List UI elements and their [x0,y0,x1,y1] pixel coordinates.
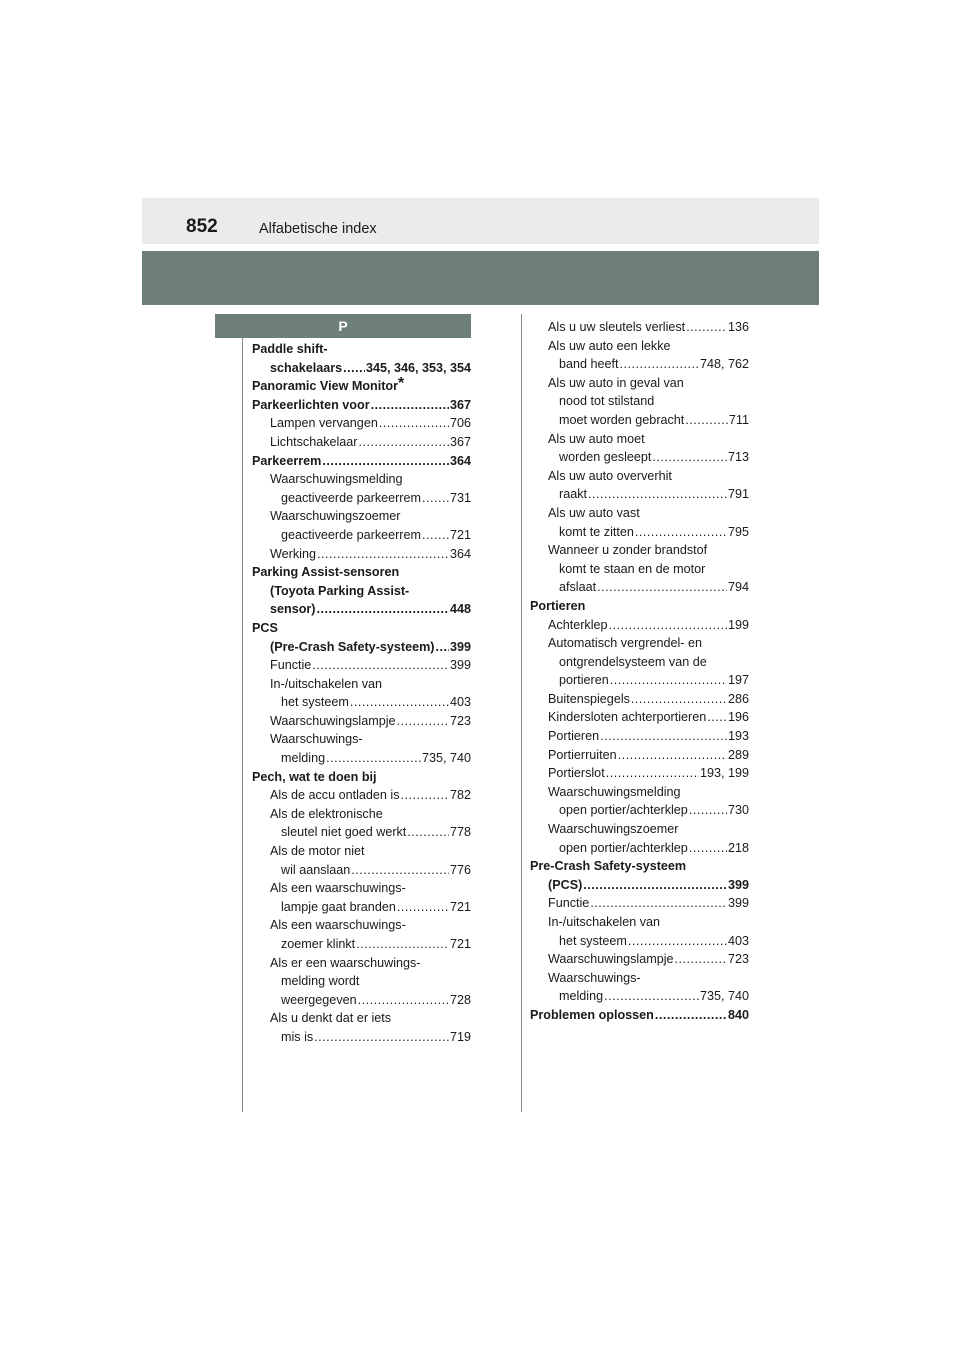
index-entry [530,523,749,542]
index-column-left [252,340,471,1047]
dot-leader [620,355,699,374]
index-entry [252,582,471,601]
index-entry-label: Waarschuwingszoemer [270,509,401,524]
index-entry [252,638,471,657]
index-entry-label: Als de motor niet [270,844,365,859]
dot-leader [604,987,699,1006]
index-entry [252,916,471,935]
index-entry [530,374,749,393]
index-entry-label: Panoramic View Monitor [252,379,399,394]
index-entry [530,839,749,858]
index-entry-label: Paddle shift- [252,342,328,356]
index-entry [252,545,471,564]
index-entry-page: 721 [449,899,471,914]
index-entry-label: het systeem [281,695,349,710]
dot-leader [322,452,449,471]
index-entry [530,987,749,1006]
index-entry [530,504,749,523]
dot-leader [314,1028,449,1047]
index-entry [252,768,471,787]
index-entry-label: Automatisch vergrendel- en [548,636,703,651]
index-entry [530,616,749,635]
index-entry-label: ontgrendelsysteem van de [559,654,707,669]
index-entry-label: Portieren [548,729,600,744]
index-entry-label: (Pre-Crash Safety-systeem) [270,639,435,654]
dot-leader [600,727,727,746]
index-entry-label: Waarschuwingsmelding [270,472,403,487]
column-divider-left [242,338,243,1112]
index-entry [530,894,749,913]
index-entry [252,414,471,433]
dot-leader [351,861,449,880]
index-entry-label: Functie [270,658,312,673]
index-entry-page: 218 [727,840,749,855]
dot-leader [356,935,449,954]
index-entry-label: (Toyota Parking Assist- [270,583,410,598]
dot-leader [597,578,727,597]
index-entry-label: geactiveerde parkeerrem [281,490,422,505]
index-entry-label: zoemer klinkt [281,937,356,951]
dot-leader [652,448,727,467]
index-entry-page: 711 [728,412,749,427]
index-entry-page: 193, 199 [699,766,749,781]
index-entry-label: Pech, wat te doen bij [252,769,377,784]
index-entry-page: 196 [727,710,749,725]
index-entry-label: melding [281,751,326,766]
index-entry [252,861,471,880]
index-entry-label: band heeft [559,357,619,372]
index-entry-page: 399 [449,658,471,673]
index-entry [530,671,749,690]
index-entry [252,842,471,861]
index-entry-label: worden gesleept [559,450,652,465]
index-entry-label: schakelaars [270,360,343,375]
index-entry [530,950,749,969]
dot-leader [689,839,727,858]
index-entry-label: Portierruiten [548,747,617,762]
index-entry-label: Als uw auto een lekke [548,338,671,353]
index-entry-page: 364 [449,453,471,468]
index-entry-label: (PCS) [548,877,583,892]
index-entry-label: Wanneer u zonder brandstof [548,543,708,558]
index-entry-page: 199 [727,617,749,632]
index-entry-page: 731 [449,490,471,505]
index-entry-page: 728 [449,992,471,1007]
index-entry [252,675,471,694]
index-entry-page: 197 [727,673,749,688]
index-entry-page: 721 [449,937,471,951]
index-entry-label: komt te staan en de motor [559,561,706,576]
index-entry-label: Portierslot [548,766,605,781]
index-entry-label: Als er een waarschuwings- [270,955,421,970]
dot-leader [401,786,449,805]
dot-leader [358,991,449,1010]
dot-leader [317,545,449,564]
index-entry-label: In-/uitschakelen van [270,676,383,691]
index-entry-page: 748, 762 [699,357,749,372]
index-entry-label: Als de elektronische [270,806,383,821]
index-entry [530,969,749,988]
dot-leader [635,523,727,542]
index-entry [252,619,471,638]
index-entry [252,396,471,415]
index-entry-label: Werking [270,546,316,561]
index-entry-label: Waarschuwingsmelding [548,784,681,799]
index-entry [530,430,749,449]
index-entry-label: moet worden gebracht [559,412,685,427]
dot-leader [631,690,727,709]
dot-leader [689,801,727,820]
index-entry-page: 721 [449,527,471,542]
index-entry [252,935,471,954]
index-entry-label: weergegeven [281,992,357,1007]
index-entry-label: Problemen oplossen [530,1007,654,1022]
index-entry [530,913,749,932]
index-entry [530,932,749,951]
column-divider-right [521,314,522,1112]
index-entry-label: mis is [281,1029,314,1044]
dot-leader [686,318,727,337]
dot-leader [590,894,727,913]
index-entry-label: Waarschuwingszoemer [548,822,679,837]
index-entry-label: afslaat [559,580,597,595]
index-entry [252,972,471,991]
dot-leader [397,712,449,731]
index-entry-page: 448 [449,602,471,617]
index-entry-label: Achterklep [548,617,608,632]
index-entry [530,1006,749,1025]
dot-leader [350,693,449,712]
index-entry [252,600,471,619]
index-entry-page: 791 [727,487,749,502]
index-entry-label: Parkeerlichten voor [252,397,370,412]
index-entry [530,467,749,486]
index-entry [530,857,749,876]
index-entry-label: komt te zitten [559,524,634,539]
index-entry-label: Als u denkt dat er iets [270,1011,392,1026]
index-entry-page: 403 [449,695,471,710]
index-entry-label: melding [559,989,604,1004]
index-entry-label: open portier/achterklep [559,840,688,855]
dot-leader [343,359,365,378]
index-entry-label: het systeem [559,933,627,948]
index-entry-page: 364 [449,546,471,561]
index-entry [252,730,471,749]
index-entry-label: Parkeerrem [252,453,322,468]
index-entry-label: Als uw auto vast [548,505,640,520]
index-entry [252,656,471,675]
index-entry [252,433,471,452]
dot-leader [685,411,728,430]
index-entry [530,746,749,765]
index-entry [252,749,471,768]
index-entry [252,898,471,917]
index-entry-page: 345, 346, 353, 354 [365,360,471,375]
dot-leader [422,526,449,545]
index-entry-label: PCS [252,620,278,635]
dot-leader [326,749,421,768]
index-entry-label: Kindersloten achterportieren [548,710,707,725]
dot-leader [609,616,727,635]
index-entry [530,318,749,337]
index-entry-page: 723 [727,952,749,967]
index-entry-page: 782 [449,788,471,803]
index-entry [530,653,749,672]
index-entry-page: 193 [727,729,749,744]
header-dark-band [142,251,819,305]
index-entry [530,411,749,430]
index-entry [252,879,471,898]
index-entry-label: sleutel niet goed werkt [281,825,407,840]
index-entry-page: 367 [449,397,471,412]
index-entry-label: nood tot stilstand [559,394,655,409]
index-entry [252,1028,471,1047]
index-entry-label: Waarschuwingslampje [270,713,396,728]
index-entry-label: sensor) [270,602,316,617]
dot-leader [317,600,449,619]
index-entry [530,541,749,560]
index-entry-label: Als uw auto in geval van [548,375,684,390]
index-entry-page: 719 [449,1029,471,1044]
index-entry-page: 713 [727,450,749,465]
index-entry-page: 399 [449,639,471,654]
index-entry-page: 730 [727,803,749,818]
index-entry-page: 403 [727,933,749,948]
index-entry-page: 367 [449,434,471,449]
index-entry-page: 286 [727,691,749,706]
index-entry [252,507,471,526]
dot-leader [312,656,449,675]
index-entry [252,693,471,712]
header-band [142,198,819,244]
index-entry [530,783,749,802]
index-entry-label: Lampen vervangen [270,416,378,431]
dot-leader [422,489,449,508]
index-entry [252,470,471,489]
index-entry [252,359,471,378]
dot-leader [371,396,449,415]
index-entry-page: 723 [449,713,471,728]
index-entry [252,991,471,1010]
dot-leader [397,898,449,917]
index-entry [252,805,471,824]
index-entry-label: open portier/achterklep [559,803,688,818]
dot-leader [618,746,727,765]
dot-leader [436,638,449,657]
index-entry [530,820,749,839]
index-entry-label: wil aanslaan [281,862,351,877]
page-number: 852 [186,216,218,237]
index-entry [252,563,471,582]
dot-leader [379,414,449,433]
dot-leader [628,932,727,951]
index-entry [252,1009,471,1028]
index-entry [252,712,471,731]
index-entry [530,708,749,727]
index-entry [530,634,749,653]
index-entry-label: Pre-Crash Safety-systeem [530,859,687,874]
dot-leader [407,823,449,842]
index-entry [530,337,749,356]
index-entry-label: Portieren [530,598,586,613]
index-entry-label: Als uw auto moet [548,431,645,446]
index-entry [530,727,749,746]
index-entry [252,452,471,471]
index-entry-label: Als de accu ontladen is [270,788,400,803]
index-entry-label: Functie [548,896,590,911]
index-entry-label: portieren [559,673,609,688]
index-entry-page: 289 [727,747,749,762]
section-title: Alfabetische index [259,221,377,237]
index-entry-page: 795 [727,524,749,539]
index-entry-label: Als u uw sleutels verliest [548,320,686,334]
index-entry-label: Waarschuwings- [548,970,641,985]
index-entry [252,786,471,805]
index-entry-page: 399 [727,877,749,892]
index-entry-page: 840 [727,1007,749,1022]
index-entry-label: Waarschuwingslampje [548,952,674,967]
index-entry-label: Als een waarschuwings- [270,918,406,933]
index-entry [530,690,749,709]
dot-leader [675,950,727,969]
dot-leader [588,485,727,504]
index-entry-label: Parking Assist-sensoren [252,565,400,580]
index-entry [252,954,471,973]
dot-leader [707,708,727,727]
index-entry-label: In-/uitschakelen van [548,915,661,929]
index-entry-label: raakt [559,487,587,502]
index-entry [252,526,471,545]
index-letter-heading: P [215,314,471,338]
index-entry-page: 735, 740 [699,989,749,1004]
index-entry [530,560,749,579]
index-entry-page: 794 [727,580,749,595]
index-entry-page: 776 [449,862,471,877]
index-entry-label: Als een waarschuwings- [270,881,406,896]
index-entry [530,764,749,783]
index-entry-label: melding wordt [281,974,360,989]
index-entry [530,801,749,820]
index-entry [252,340,471,359]
index-entry [530,485,749,504]
index-entry-label: Lichtschakelaar [270,434,358,449]
index-entry [530,392,749,411]
index-entry-page: 706 [449,416,471,431]
dot-leader [359,433,449,452]
index-entry [530,355,749,374]
dot-leader [606,764,699,783]
index-entry [530,876,749,895]
index-entry-page: 136 [727,320,749,334]
dot-leader [583,876,727,895]
index-entry [530,578,749,597]
index-entry-page: 399 [727,896,749,911]
index-entry-label: geactiveerde parkeerrem [281,527,422,542]
index-entry [252,489,471,508]
index-entry: Panoramic View Monitor * [252,377,471,396]
dot-leader [610,671,727,690]
index-entry-page: 735, 740 [421,751,471,766]
index-entry-label: lampje gaat branden [281,899,396,914]
index-entry-label: Buitenspiegels [548,691,630,706]
index-entry [252,823,471,842]
index-column-right [530,318,749,1025]
index-entry [530,597,749,616]
dot-leader [655,1006,727,1025]
index-entry [530,448,749,467]
index-entry-page: 778 [449,825,471,840]
index-entry-label: Waarschuwings- [270,732,363,747]
index-entry-label: Als uw auto oververhit [548,468,672,483]
